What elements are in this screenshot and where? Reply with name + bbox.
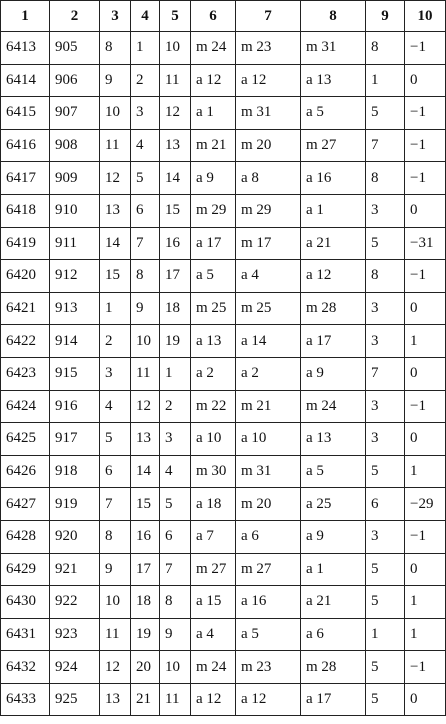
- table-cell: 2: [100, 325, 131, 358]
- table-row: [1, 651, 446, 684]
- table-cell: 1: [160, 357, 191, 390]
- table-cell: 6432: [1, 651, 50, 684]
- table-cell: 18: [160, 292, 191, 325]
- table-cell: 5: [366, 227, 405, 260]
- column-header: 3: [100, 1, 131, 32]
- table-cell: 21: [131, 683, 160, 716]
- table-cell: 8: [160, 586, 191, 619]
- table-cell: 5: [100, 423, 131, 456]
- table-cell: 12: [160, 97, 191, 130]
- table-cell: 14: [160, 162, 191, 195]
- table-cell: 6413: [1, 32, 50, 65]
- table-cell: 0: [405, 553, 446, 586]
- table-cell: 5: [366, 553, 405, 586]
- table-cell: 11: [131, 357, 160, 390]
- table-cell: −29: [405, 488, 446, 521]
- table-cell: a 2: [236, 357, 301, 390]
- table-row: [1, 423, 446, 456]
- table-cell: 913: [50, 292, 100, 325]
- table-row: [1, 520, 446, 553]
- table-cell: 1: [131, 32, 160, 65]
- table-cell: 6425: [1, 423, 50, 456]
- table-cell: 10: [100, 586, 131, 619]
- table-cell: m 20: [236, 488, 301, 521]
- table-cell: 4: [160, 455, 191, 488]
- table-cell: a 13: [191, 325, 236, 358]
- table-cell: m 21: [191, 129, 236, 162]
- table-cell: 1: [405, 325, 446, 358]
- table-cell: −1: [405, 162, 446, 195]
- table-cell: 0: [405, 683, 446, 716]
- table-cell: 0: [405, 357, 446, 390]
- table-cell: a 14: [236, 325, 301, 358]
- table-cell: m 31: [236, 455, 301, 488]
- table-cell: m 27: [236, 553, 301, 586]
- table-cell: 912: [50, 260, 100, 293]
- table-cell: 3: [366, 194, 405, 227]
- table-cell: 6: [100, 455, 131, 488]
- table-cell: 1: [100, 292, 131, 325]
- table-cell: −1: [405, 651, 446, 684]
- table-cell: 923: [50, 618, 100, 651]
- table-cell: 14: [131, 455, 160, 488]
- column-header: 10: [405, 1, 446, 32]
- table-row: [1, 97, 446, 130]
- table-cell: 925: [50, 683, 100, 716]
- table-cell: a 6: [301, 618, 366, 651]
- column-header: 9: [366, 1, 405, 32]
- table-cell: 9: [160, 618, 191, 651]
- table-cell: 921: [50, 553, 100, 586]
- table-cell: a 9: [301, 520, 366, 553]
- table-row: [1, 553, 446, 586]
- table-cell: 2: [131, 64, 160, 97]
- table-cell: 6430: [1, 586, 50, 619]
- table-cell: 3: [366, 423, 405, 456]
- table-cell: m 24: [191, 651, 236, 684]
- table-cell: m 31: [301, 32, 366, 65]
- table-cell: a 4: [236, 260, 301, 293]
- table-cell: 5: [131, 162, 160, 195]
- table-cell: a 12: [191, 683, 236, 716]
- table-cell: m 29: [236, 194, 301, 227]
- table-cell: 0: [405, 194, 446, 227]
- table-cell: 15: [100, 260, 131, 293]
- table-cell: 6424: [1, 390, 50, 423]
- table-cell: a 12: [236, 683, 301, 716]
- table-cell: 6431: [1, 618, 50, 651]
- table-cell: 17: [131, 553, 160, 586]
- table-cell: 10: [160, 651, 191, 684]
- table-cell: 924: [50, 651, 100, 684]
- table-cell: 6421: [1, 292, 50, 325]
- table-cell: −1: [405, 520, 446, 553]
- table-cell: 7: [160, 553, 191, 586]
- table-cell: 4: [100, 390, 131, 423]
- table-cell: m 24: [301, 390, 366, 423]
- table-cell: 5: [366, 586, 405, 619]
- table-cell: a 10: [191, 423, 236, 456]
- table-cell: 8: [366, 162, 405, 195]
- table-cell: 10: [131, 325, 160, 358]
- table-cell: 1: [405, 455, 446, 488]
- table-cell: a 5: [191, 260, 236, 293]
- table-cell: 6: [366, 488, 405, 521]
- table-cell: 10: [100, 97, 131, 130]
- table-cell: 12: [100, 162, 131, 195]
- table-cell: a 12: [236, 64, 301, 97]
- table-cell: a 12: [301, 260, 366, 293]
- table-cell: m 21: [236, 390, 301, 423]
- table-cell: a 15: [191, 586, 236, 619]
- table-cell: m 20: [236, 129, 301, 162]
- table-cell: 914: [50, 325, 100, 358]
- table-row: [1, 32, 446, 65]
- table-cell: a 5: [301, 455, 366, 488]
- table-cell: 5: [160, 488, 191, 521]
- table-cell: 6414: [1, 64, 50, 97]
- table-cell: 9: [131, 292, 160, 325]
- table-cell: −1: [405, 390, 446, 423]
- table-cell: a 4: [191, 618, 236, 651]
- table-row: [1, 227, 446, 260]
- table-cell: a 13: [301, 64, 366, 97]
- table-cell: 10: [160, 32, 191, 65]
- table-row: [1, 260, 446, 293]
- table-cell: 6419: [1, 227, 50, 260]
- table-cell: 907: [50, 97, 100, 130]
- table-cell: 6420: [1, 260, 50, 293]
- table-cell: 0: [405, 423, 446, 456]
- table-cell: 920: [50, 520, 100, 553]
- table-cell: a 17: [301, 683, 366, 716]
- table-cell: −1: [405, 129, 446, 162]
- table-cell: a 12: [191, 64, 236, 97]
- table-cell: 6422: [1, 325, 50, 358]
- table-cell: 917: [50, 423, 100, 456]
- table-cell: 922: [50, 586, 100, 619]
- table-cell: 8: [100, 32, 131, 65]
- table-cell: 19: [160, 325, 191, 358]
- table-cell: 13: [160, 129, 191, 162]
- table-cell: m 23: [236, 32, 301, 65]
- table-cell: 4: [131, 129, 160, 162]
- table-cell: 3: [366, 520, 405, 553]
- table-row: [1, 683, 446, 716]
- table-cell: m 17: [236, 227, 301, 260]
- table-cell: 7: [131, 227, 160, 260]
- table-cell: 11: [160, 683, 191, 716]
- table-cell: m 30: [191, 455, 236, 488]
- table-cell: 7: [100, 488, 131, 521]
- table-cell: 0: [405, 292, 446, 325]
- table-cell: m 28: [301, 292, 366, 325]
- table-cell: 915: [50, 357, 100, 390]
- table-cell: a 16: [301, 162, 366, 195]
- table-cell: 13: [131, 423, 160, 456]
- table-cell: 6426: [1, 455, 50, 488]
- table-cell: 11: [100, 129, 131, 162]
- header-row: [1, 1, 446, 32]
- table-cell: 909: [50, 162, 100, 195]
- table-cell: a 6: [236, 520, 301, 553]
- table-cell: −31: [405, 227, 446, 260]
- table-row: [1, 455, 446, 488]
- table-cell: 5: [366, 651, 405, 684]
- column-header: 6: [191, 1, 236, 32]
- table-row: [1, 194, 446, 227]
- table-cell: 6418: [1, 194, 50, 227]
- table-cell: 19: [131, 618, 160, 651]
- table-cell: 12: [100, 651, 131, 684]
- table-cell: 9: [100, 64, 131, 97]
- table-cell: a 21: [301, 586, 366, 619]
- table-cell: 3: [366, 390, 405, 423]
- table-cell: 1: [405, 618, 446, 651]
- table-cell: 3: [131, 97, 160, 130]
- table-cell: 908: [50, 129, 100, 162]
- table-row: [1, 488, 446, 521]
- table-cell: m 24: [191, 32, 236, 65]
- table-cell: a 16: [236, 586, 301, 619]
- table-cell: a 21: [301, 227, 366, 260]
- table-cell: m 25: [236, 292, 301, 325]
- table-cell: a 9: [191, 162, 236, 195]
- table-cell: a 1: [301, 553, 366, 586]
- table-cell: 6433: [1, 683, 50, 716]
- column-header: 8: [301, 1, 366, 32]
- table-cell: −1: [405, 32, 446, 65]
- table-cell: 6423: [1, 357, 50, 390]
- table-cell: 3: [366, 292, 405, 325]
- table-cell: a 8: [236, 162, 301, 195]
- table-cell: 5: [366, 97, 405, 130]
- table-cell: m 29: [191, 194, 236, 227]
- table-cell: 16: [160, 227, 191, 260]
- table-cell: 15: [160, 194, 191, 227]
- table-cell: 11: [160, 64, 191, 97]
- table-cell: a 2: [191, 357, 236, 390]
- table-cell: −1: [405, 97, 446, 130]
- table-cell: a 1: [191, 97, 236, 130]
- column-header: 5: [160, 1, 191, 32]
- table-cell: 20: [131, 651, 160, 684]
- table-cell: 6: [160, 520, 191, 553]
- table-row: [1, 586, 446, 619]
- column-header: 4: [131, 1, 160, 32]
- table-cell: 18: [131, 586, 160, 619]
- column-header: 2: [50, 1, 100, 32]
- table-cell: 14: [100, 227, 131, 260]
- table-cell: a 5: [301, 97, 366, 130]
- table-cell: 3: [100, 357, 131, 390]
- table-cell: 906: [50, 64, 100, 97]
- table-cell: a 9: [301, 357, 366, 390]
- table-cell: m 28: [301, 651, 366, 684]
- table-row: [1, 390, 446, 423]
- table-cell: m 25: [191, 292, 236, 325]
- table-cell: 0: [405, 64, 446, 97]
- table-cell: 1: [366, 618, 405, 651]
- table-row: [1, 292, 446, 325]
- table-cell: 8: [100, 520, 131, 553]
- table-cell: 15: [131, 488, 160, 521]
- table-cell: 6427: [1, 488, 50, 521]
- table-header: [1, 1, 446, 32]
- table-cell: 6428: [1, 520, 50, 553]
- table-cell: 918: [50, 455, 100, 488]
- table-cell: 9: [100, 553, 131, 586]
- table-cell: m 31: [236, 97, 301, 130]
- table-cell: a 7: [191, 520, 236, 553]
- table-cell: 8: [366, 32, 405, 65]
- table-row: [1, 162, 446, 195]
- table-cell: 16: [131, 520, 160, 553]
- table-cell: 911: [50, 227, 100, 260]
- table-cell: a 17: [301, 325, 366, 358]
- table-cell: 8: [366, 260, 405, 293]
- table-cell: 905: [50, 32, 100, 65]
- table-cell: a 18: [191, 488, 236, 521]
- table-row: [1, 357, 446, 390]
- table-cell: 6: [131, 194, 160, 227]
- table-cell: 5: [366, 455, 405, 488]
- table-row: [1, 129, 446, 162]
- table-cell: 6416: [1, 129, 50, 162]
- table-cell: 2: [160, 390, 191, 423]
- table-cell: a 10: [236, 423, 301, 456]
- table-cell: 916: [50, 390, 100, 423]
- column-header: 1: [1, 1, 50, 32]
- table-cell: 5: [366, 683, 405, 716]
- table-cell: m 27: [301, 129, 366, 162]
- table-cell: 3: [366, 325, 405, 358]
- table-cell: 17: [160, 260, 191, 293]
- table-cell: 6415: [1, 97, 50, 130]
- table-cell: 13: [100, 194, 131, 227]
- table-row: [1, 618, 446, 651]
- table-cell: a 1: [301, 194, 366, 227]
- table-cell: 910: [50, 194, 100, 227]
- table-cell: m 23: [236, 651, 301, 684]
- table-row: [1, 325, 446, 358]
- table-cell: m 27: [191, 553, 236, 586]
- table-cell: 1: [366, 64, 405, 97]
- table-cell: 7: [366, 129, 405, 162]
- table-cell: m 22: [191, 390, 236, 423]
- table-cell: a 17: [191, 227, 236, 260]
- table-cell: a 13: [301, 423, 366, 456]
- table-row: [1, 64, 446, 97]
- table-cell: 13: [100, 683, 131, 716]
- table-cell: 7: [366, 357, 405, 390]
- table-cell: −1: [405, 260, 446, 293]
- table-cell: a 25: [301, 488, 366, 521]
- table-cell: 8: [131, 260, 160, 293]
- table-cell: a 5: [236, 618, 301, 651]
- table-cell: 3: [160, 423, 191, 456]
- table-cell: 6417: [1, 162, 50, 195]
- table-cell: 12: [131, 390, 160, 423]
- column-header: 7: [236, 1, 301, 32]
- table-cell: 1: [405, 586, 446, 619]
- table-cell: 11: [100, 618, 131, 651]
- table-cell: 919: [50, 488, 100, 521]
- table-cell: 6429: [1, 553, 50, 586]
- table-body: [1, 32, 446, 716]
